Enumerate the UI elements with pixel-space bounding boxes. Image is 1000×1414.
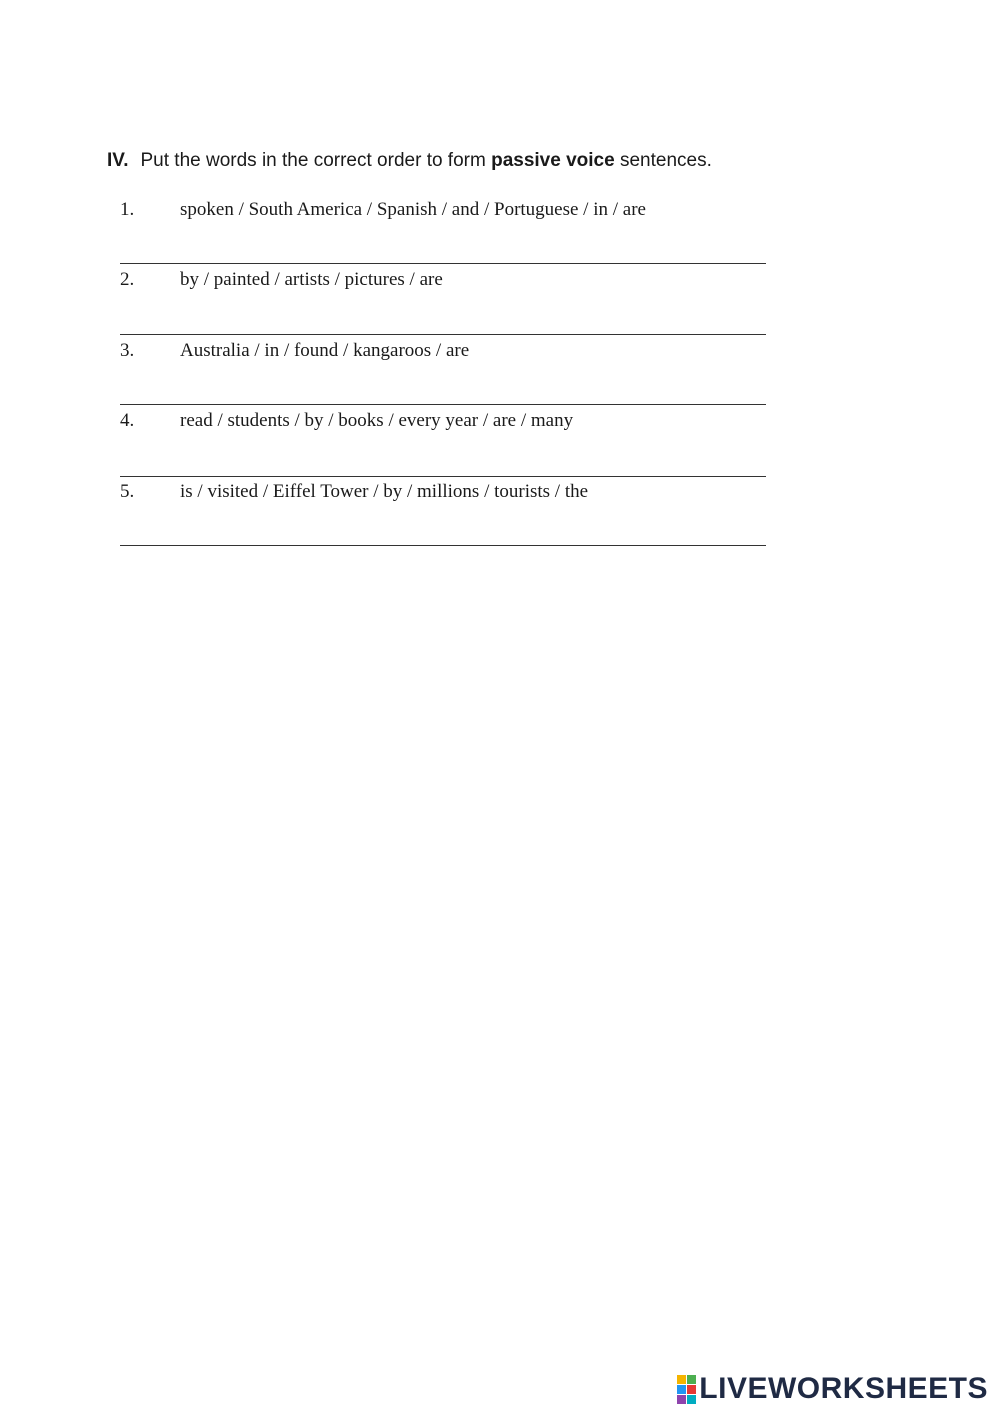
answer-line-1[interactable] bbox=[120, 263, 766, 264]
question-words: spoken / South America / Spanish / and / Portuguese / in / are bbox=[180, 199, 646, 220]
answer-line-5[interactable] bbox=[120, 545, 766, 546]
exercise-heading bbox=[107, 150, 712, 172]
question-number: 5. bbox=[120, 481, 135, 502]
question-number: 2. bbox=[120, 269, 135, 290]
logo-icon bbox=[677, 1375, 696, 1404]
question-number: 1. bbox=[120, 199, 135, 220]
liveworksheets-logo bbox=[677, 1372, 988, 1406]
question-4 bbox=[120, 410, 573, 432]
question-words: is / visited / Eiffel Tower / by / millions / tourists / the bbox=[180, 481, 589, 502]
answer-line-3[interactable] bbox=[120, 404, 766, 405]
question-words: read / students / by / books / every year / are / many bbox=[180, 410, 574, 431]
question-words: Australia / in / found / kangaroos / are bbox=[180, 340, 470, 361]
instruction-emphasis: passive voice bbox=[491, 150, 615, 171]
instruction-text-start: Put the words in the correct order to form bbox=[140, 150, 492, 171]
answer-line-2[interactable] bbox=[120, 334, 766, 335]
question-1 bbox=[120, 199, 646, 221]
question-number: 4. bbox=[120, 410, 135, 431]
logo-text: LIVEWORKSHEETS bbox=[699, 1372, 988, 1405]
question-words: by / painted / artists / pictures / are bbox=[180, 269, 443, 290]
answer-line-4[interactable] bbox=[120, 476, 766, 477]
question-2 bbox=[120, 269, 443, 291]
instruction-text-end: sentences. bbox=[614, 150, 712, 171]
question-3 bbox=[120, 340, 469, 362]
question-5 bbox=[120, 481, 588, 503]
exercise-number: IV. bbox=[107, 150, 129, 171]
question-number: 3. bbox=[120, 340, 135, 361]
